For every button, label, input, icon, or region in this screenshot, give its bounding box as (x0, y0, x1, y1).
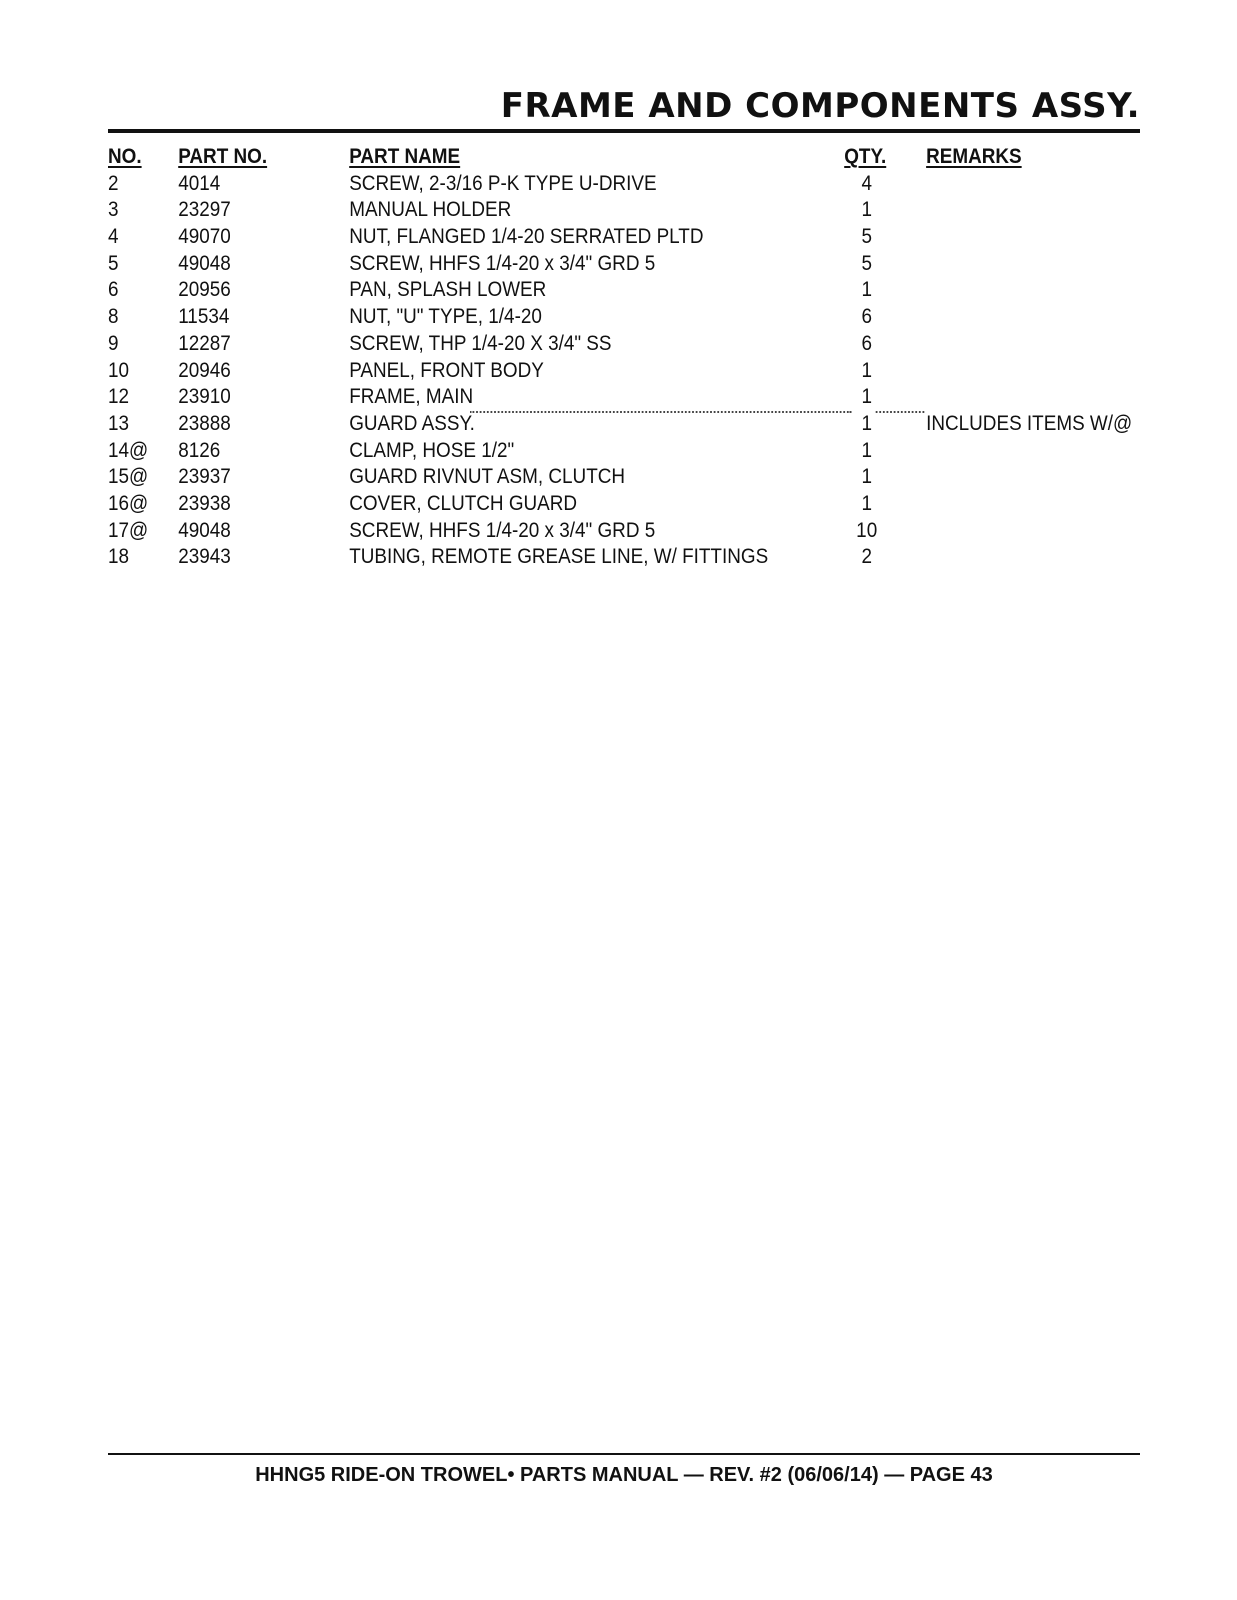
item-no: 5 (108, 251, 119, 275)
quantity: 1 (861, 438, 872, 462)
part-number: 4014 (178, 171, 221, 195)
item-no: 17@ (108, 518, 149, 542)
part-number: 23943 (178, 545, 231, 569)
item-no: 18 (108, 545, 130, 569)
quantity: 1 (861, 358, 872, 382)
part-number: 8126 (178, 438, 221, 462)
part-number: 23938 (178, 491, 231, 515)
item-no: 4 (108, 225, 119, 249)
part-number: 23937 (178, 465, 231, 489)
item-no: 13 (108, 411, 130, 435)
dot-leader (470, 411, 852, 413)
quantity: 1 (861, 198, 872, 222)
header-qty: QTY. (844, 145, 887, 168)
page-title: FRAME AND COMPONENTS ASSY. (500, 86, 1140, 126)
part-number: 49048 (178, 251, 231, 275)
part-name: COVER, CLUTCH GUARD (349, 491, 578, 515)
item-no: 10 (108, 358, 130, 382)
part-name: SCREW, HHFS 1/4-20 x 3/4" GRD 5 (349, 518, 656, 542)
item-no: 2 (108, 171, 119, 195)
table-row (108, 197, 1044, 224)
quantity: 1 (861, 278, 872, 302)
part-number: 20956 (178, 278, 231, 302)
item-no: 15@ (108, 465, 149, 489)
part-number: 49070 (178, 225, 231, 249)
part-name: SCREW, THP 1/4-20 X 3/4" SS (349, 331, 612, 355)
part-number: 11534 (178, 305, 230, 329)
parts-table (108, 144, 1133, 571)
table-row (108, 358, 1044, 385)
quantity: 6 (861, 331, 872, 355)
table-row (108, 224, 1044, 251)
item-no: 14@ (108, 438, 149, 462)
header-part-name: PART NAME (349, 145, 461, 168)
part-number: 23910 (178, 385, 231, 409)
table-row (108, 544, 1044, 571)
quantity: 10 (856, 518, 878, 542)
quantity: 5 (861, 251, 872, 275)
part-name: FRAME, MAIN (349, 385, 474, 409)
table-row (108, 304, 1044, 331)
remarks: INCLUDES ITEMS W/@ (926, 411, 1133, 435)
quantity: 2 (861, 545, 872, 569)
item-no: 6 (108, 278, 119, 302)
table-row (108, 277, 1044, 304)
dot-leader (876, 411, 925, 413)
item-no: 9 (108, 331, 119, 355)
part-name: MANUAL HOLDER (349, 198, 512, 222)
part-name: NUT, FLANGED 1/4-20 SERRATED PLTD (349, 225, 704, 249)
header-no: NO. (108, 145, 142, 168)
part-name: NUT, "U" TYPE, 1/4-20 (349, 305, 542, 329)
part-name: GUARD ASSY. (349, 411, 475, 435)
quantity: 4 (861, 171, 872, 195)
quantity: 5 (861, 225, 872, 249)
table-row (108, 518, 1044, 545)
table-row (108, 438, 1044, 465)
table-row (108, 411, 1133, 438)
header-remarks: REMARKS (926, 145, 1022, 168)
part-name: PANEL, FRONT BODY (349, 358, 544, 382)
item-no: 12 (108, 385, 130, 409)
part-number: 23297 (178, 198, 231, 222)
title-rule (108, 129, 1140, 133)
quantity: 6 (861, 305, 872, 329)
item-no: 8 (108, 305, 119, 329)
table-row (108, 331, 1044, 358)
table-row (108, 251, 1044, 278)
part-number: 12287 (178, 331, 231, 355)
table-row (108, 464, 1044, 491)
part-number: 20946 (178, 358, 231, 382)
item-no: 3 (108, 198, 119, 222)
table-row (108, 491, 1044, 518)
part-name: GUARD RIVNUT ASM, CLUTCH (349, 465, 626, 489)
part-name: SCREW, 2-3/16 P-K TYPE U-DRIVE (349, 171, 657, 195)
part-number: 49048 (178, 518, 231, 542)
quantity: 1 (861, 465, 872, 489)
header-part-no: PART NO. (178, 145, 268, 168)
part-name: TUBING, REMOTE GREASE LINE, W/ FITTINGS (349, 545, 769, 569)
part-name: PAN, SPLASH LOWER (349, 278, 547, 302)
page-footer: HHNG5 RIDE-ON TROWEL• PARTS MANUAL — REV. #2 (06/06/14) — PAGE 43 (255, 1464, 993, 1486)
quantity: 1 (861, 385, 872, 409)
footer-rule (108, 1453, 1140, 1455)
quantity: 1 (861, 491, 872, 515)
table-row (108, 171, 1044, 198)
quantity: 1 (861, 411, 872, 435)
item-no: 16@ (108, 491, 149, 515)
part-number: 23888 (178, 411, 231, 435)
table-row (108, 384, 1044, 411)
part-name: SCREW, HHFS 1/4-20 x 3/4" GRD 5 (349, 251, 656, 275)
part-name: CLAMP, HOSE 1/2" (349, 438, 515, 462)
table-header-row (108, 144, 1044, 171)
